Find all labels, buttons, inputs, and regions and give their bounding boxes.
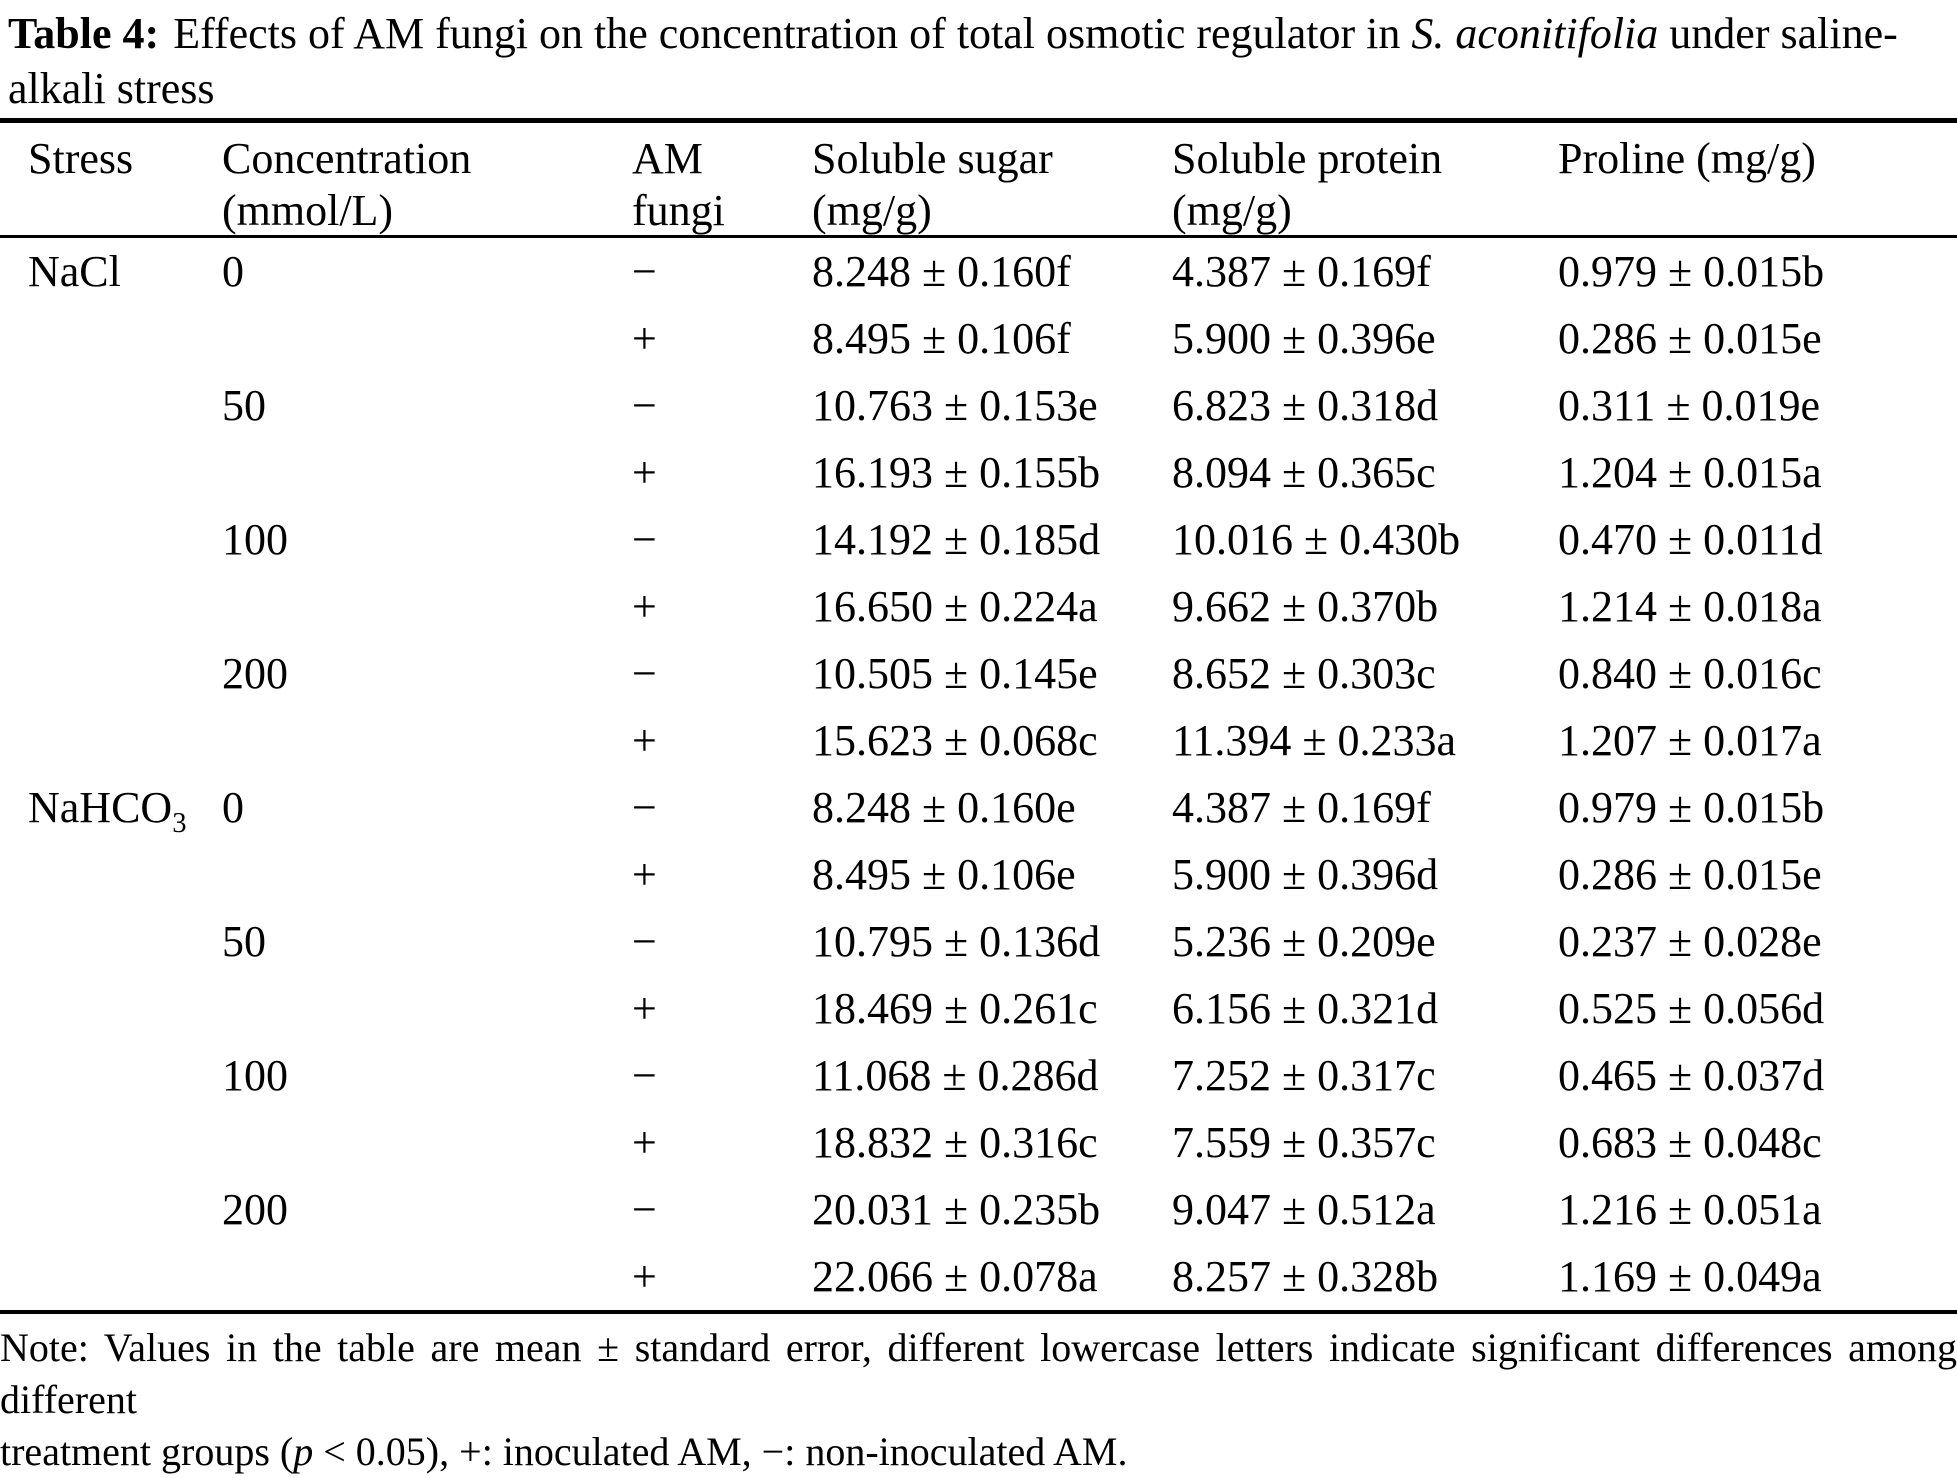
proline-cell: 0.311 ± 0.019e [1558,381,1821,430]
proline-cell: 1.214 ± 0.018a [1558,582,1822,631]
footnote-line-2-pre: treatment groups ( [0,1429,294,1474]
soluble-protein-cell: 6.156 ± 0.321d [1172,984,1439,1033]
stress-subscript: 3 [172,807,187,839]
stress-cell [0,1243,222,1310]
footnote-line-2-post: < 0.05), +: inoculated AM, −: non-inoculated AM. [313,1429,1128,1474]
am-fungi-cell: − [632,1051,657,1100]
concentration-cell: 50 [222,917,266,966]
stress-label: NaHCO [28,783,173,832]
soluble-sugar-cell: 20.031 ± 0.235b [812,1185,1101,1234]
caption-text-2: under saline- [1658,9,1898,58]
column-header-soluble-protein [1172,123,1558,235]
column-header-soluble-sugar [812,123,1172,235]
table-caption [8,6,1957,116]
column-header-stress [0,123,222,235]
am-fungi-cell: + [632,448,657,497]
am-fungi-cell: + [632,984,657,1033]
am-fungi-cell: − [632,1185,657,1234]
proline-cell: 0.286 ± 0.015e [1558,314,1822,363]
proline-cell: 0.525 ± 0.056d [1558,984,1825,1033]
table-number-label: Table 4: [8,9,160,58]
footnote-line-1: Note: Values in the table are mean ± standard error, different lowercase letters indicate significant differences among different [0,1325,1957,1422]
caption-line-2: alkali stress [8,64,215,113]
column-header-concentration [222,123,632,235]
am-fungi-cell: + [632,850,657,899]
proline-cell: 1.207 ± 0.017a [1558,716,1822,765]
stress-cell [0,841,222,908]
soluble-protein-cell: 6.823 ± 0.318d [1172,381,1439,430]
soluble-protein-cell: 5.900 ± 0.396d [1172,850,1439,899]
header-line: AM [632,134,703,183]
am-fungi-cell: − [632,917,657,966]
proline-cell: 1.204 ± 0.015a [1558,448,1822,497]
stress-cell [0,238,222,305]
stress-cell [0,1109,222,1176]
stress-cell [0,439,222,506]
soluble-protein-cell: 8.652 ± 0.303c [1172,649,1436,698]
soluble-protein-cell: 8.257 ± 0.328b [1172,1252,1439,1301]
soluble-sugar-cell: 22.066 ± 0.078a [812,1252,1098,1301]
stress-label: NaCl [28,247,121,296]
concentration-cell [222,1243,632,1310]
am-fungi-cell: − [632,247,657,296]
soluble-protein-cell: 4.387 ± 0.169f [1172,783,1431,832]
soluble-sugar-cell: 14.192 ± 0.185d [812,515,1101,564]
concentration-cell: 0 [222,247,244,296]
proline-cell: 0.286 ± 0.015e [1558,850,1822,899]
soluble-sugar-cell: 8.248 ± 0.160f [812,247,1071,296]
concentration-cell: 100 [222,515,288,564]
soluble-sugar-cell: 11.068 ± 0.286d [812,1051,1099,1100]
proline-cell: 0.979 ± 0.015b [1558,783,1825,832]
am-fungi-cell: + [632,1252,657,1301]
header-line: Proline (mg/g) [1558,134,1816,183]
proline-cell: 1.169 ± 0.049a [1558,1252,1822,1301]
proline-cell: 0.683 ± 0.048c [1558,1118,1822,1167]
stress-cell [0,1176,222,1243]
stress-cell [0,908,222,975]
soluble-sugar-cell: 8.495 ± 0.106f [812,314,1071,363]
concentration-cell: 100 [222,1051,288,1100]
am-fungi-cell: + [632,582,657,631]
concentration-cell: 200 [222,649,288,698]
header-line: Soluble sugar [812,134,1053,183]
proline-cell: 1.216 ± 0.051a [1558,1185,1822,1234]
caption-text-1: Effects of AM fungi on the concentration of total osmotic regulator in [173,9,1412,58]
soluble-protein-cell: 4.387 ± 0.169f [1172,247,1431,296]
stress-cell [0,774,222,841]
am-fungi-cell: − [632,515,657,564]
soluble-sugar-cell: 8.248 ± 0.160e [812,783,1076,832]
soluble-sugar-cell: 10.795 ± 0.136d [812,917,1101,966]
header-line: Soluble protein [1172,134,1443,183]
am-fungi-cell: + [632,1118,657,1167]
proline-cell: 0.237 ± 0.028e [1558,917,1822,966]
am-fungi-cell: + [632,314,657,363]
am-fungi-cell: + [632,716,657,765]
concentration-cell [222,841,632,908]
header-line: Concentration [222,134,472,183]
column-header-proline [1558,123,1957,235]
concentration-cell [222,1109,632,1176]
soluble-sugar-cell: 8.495 ± 0.106e [812,850,1076,899]
soluble-protein-cell: 5.900 ± 0.396e [1172,314,1436,363]
proline-cell: 0.470 ± 0.011d [1558,515,1823,564]
header-line: (mg/g) [812,186,932,235]
stress-cell [0,573,222,640]
soluble-protein-cell: 10.016 ± 0.430b [1172,515,1461,564]
concentration-cell [222,975,632,1042]
table-footnote [0,1322,1957,1478]
soluble-protein-cell: 9.047 ± 0.512a [1172,1185,1436,1234]
stress-cell [0,1042,222,1109]
concentration-cell: 200 [222,1185,288,1234]
soluble-sugar-cell: 16.650 ± 0.224a [812,582,1098,631]
footnote-line-2 [0,1426,1957,1478]
soluble-protein-cell: 5.236 ± 0.209e [1172,917,1436,966]
species-name: S. aconitifolia [1411,9,1659,58]
soluble-sugar-cell: 18.469 ± 0.261c [812,984,1098,1033]
soluble-protein-cell: 8.094 ± 0.365c [1172,448,1436,497]
stress-cell [0,975,222,1042]
stress-cell [0,506,222,573]
stress-cell [0,372,222,439]
p-value-symbol: p [293,1429,314,1474]
concentration-cell [222,439,632,506]
table-bottom-rule [0,1310,1957,1314]
stress-cell [0,640,222,707]
concentration-cell [222,707,632,774]
column-header-am-fungi [632,123,812,235]
caption-line-1 [8,6,1957,61]
proline-cell: 0.979 ± 0.015b [1558,247,1825,296]
header-line: Stress [28,134,134,183]
concentration-cell: 0 [222,783,244,832]
soluble-sugar-cell: 10.763 ± 0.153e [812,381,1098,430]
proline-cell: 0.840 ± 0.016c [1558,649,1822,698]
header-line: (mg/g) [1172,186,1292,235]
am-fungi-cell: − [632,381,657,430]
soluble-sugar-cell: 18.832 ± 0.316c [812,1118,1098,1167]
soluble-protein-cell: 7.559 ± 0.357c [1172,1118,1436,1167]
concentration-cell [222,573,632,640]
am-fungi-cell: − [632,649,657,698]
soluble-protein-cell: 9.662 ± 0.370b [1172,582,1439,631]
header-line: (mmol/L) [222,186,394,235]
soluble-sugar-cell: 15.623 ± 0.068c [812,716,1098,765]
stress-cell [0,305,222,372]
data-table [0,123,1957,1310]
stress-cell [0,707,222,774]
proline-cell: 0.465 ± 0.037d [1558,1051,1825,1100]
soluble-protein-cell: 7.252 ± 0.317c [1172,1051,1436,1100]
soluble-sugar-cell: 10.505 ± 0.145e [812,649,1098,698]
soluble-protein-cell: 11.394 ± 0.233a [1172,716,1457,765]
am-fungi-cell: − [632,783,657,832]
concentration-cell: 50 [222,381,266,430]
header-line: fungi [632,186,725,235]
concentration-cell [222,305,632,372]
soluble-sugar-cell: 16.193 ± 0.155b [812,448,1101,497]
